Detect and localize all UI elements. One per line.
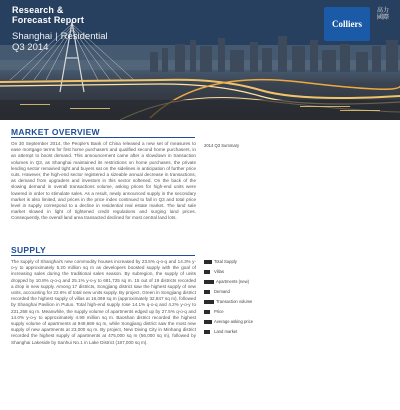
city-label: Shanghai [12, 31, 53, 42]
sidebar-marker [204, 310, 210, 314]
subtitle-separator: | [55, 31, 58, 42]
sidebar-item-label: Villas [214, 269, 224, 274]
sidebar-item-label: Apartments (new) [216, 279, 250, 284]
sidebar-marker [204, 270, 210, 274]
sidebar-marker [204, 260, 212, 264]
colliers-logo [324, 7, 370, 41]
sidebar-marker [204, 320, 212, 324]
header-banner [0, 0, 400, 120]
supply-rule [11, 255, 195, 256]
supply-heading: SUPPLY [11, 245, 47, 255]
report-title-line-1: Research & [12, 5, 64, 15]
report-title-line-2: Forecast Report [12, 15, 85, 25]
report-date: Q3 2014 [12, 42, 49, 53]
sidebar-marker [204, 300, 214, 304]
market-overview-heading: MARKET OVERVIEW [11, 127, 100, 137]
sidebar-item-label: Transaction volume [216, 299, 253, 304]
report-subtitle [12, 31, 108, 42]
sidebar-item-label: Demand [214, 289, 230, 294]
sidebar-item-label: Price [214, 309, 224, 314]
report-title-block [12, 5, 108, 53]
sidebar-marker [204, 290, 210, 294]
sector-label: Residential [60, 31, 108, 42]
market-overview-rule [11, 137, 195, 138]
sidebar-marker [204, 330, 210, 334]
supply-paragraph: The supply of Shanghai's new commodity houses increased by 23.5% q-o-q and 14.3% y-o-y to approximately 5.20 million sq m as developers boosted supply with the goal of increasing sales during the traditional sales season. By subregion, the supply of units dropped by 10.8% q-o-q and 25.1% y-o-y to 681,725 sq m. 15 out of 19 districts recorded a drop in new supply. Among 17 districts, Songjiang district saw the highest supply of new units, accounting for 22.6% of total new units supply. By project, Green in Songjiang district recorded the highest supply of villas at 16,069 sq m (approximately 32,847 sq m), followed by Shanghai Pavilion in Putuo. Total high-end supply rose 14.1% q-o-q and 4.2% y-o-y to 231,268 sq m. Meanwhile, the supply volume of apartments edged up by 27.5% q-o-q and 14.0% y-o-y to approximately 4.99 million sq m. Baoshan district recorded the highest supply volume of apartments at 949,669 sq m, while Songjiang district saw the most new supply of new apartments at 23,000 sq m. By project, New Diving City in Minhang district recorded the highest supply of apartments at 475,000 sq m (56,000 sq m), followed by Shanghai Lakeside by Sanhui No.1 in Lake District (187,000 sq m). [11, 259, 196, 345]
sidebar-summary-note: 2014 Q3 Summary [204, 143, 240, 148]
market-overview-paragraph: On 30 September 2014, the People's Bank of China released a new set of measures to ease mortgage terms for first home purchasers and qualified second home purchasers, in an attempt to boost demand. This announcement came after a slowdown in transaction volumes in Q3, as Shanghai maintained its restrictions on home purchases, the private lending sector remained tight and buyers sat on the sidelines in anticipation of further price cuts. However, the high-end sector registered a sizeable annual decrease in transactions, as demand from upgraders and investors in this sector softened. On the back of the slowing demand in overall transactions volume, asking prices for high-end units were lowered in order to stimulate sales. As a result, newly announced supply in the secondary market is also limited, and prices in the price index continued to fall in Q3 and total price level in supply correspond to a decline in residential real estate market. The land sale market slowed in light of tightened credit regulations and surging land prices. Consequently, the overall land area transacted declined for most central land lots. [11, 141, 196, 221]
logo-text: Colliers [332, 19, 362, 29]
sidebar-item-label: Land market [214, 329, 238, 334]
sidebar-item-label: Average asking price [214, 319, 254, 324]
logo-chinese-text: 高力國際 [377, 8, 390, 21]
sidebar-marker [204, 280, 214, 284]
sidebar-item-label: Total Supply [214, 259, 237, 264]
